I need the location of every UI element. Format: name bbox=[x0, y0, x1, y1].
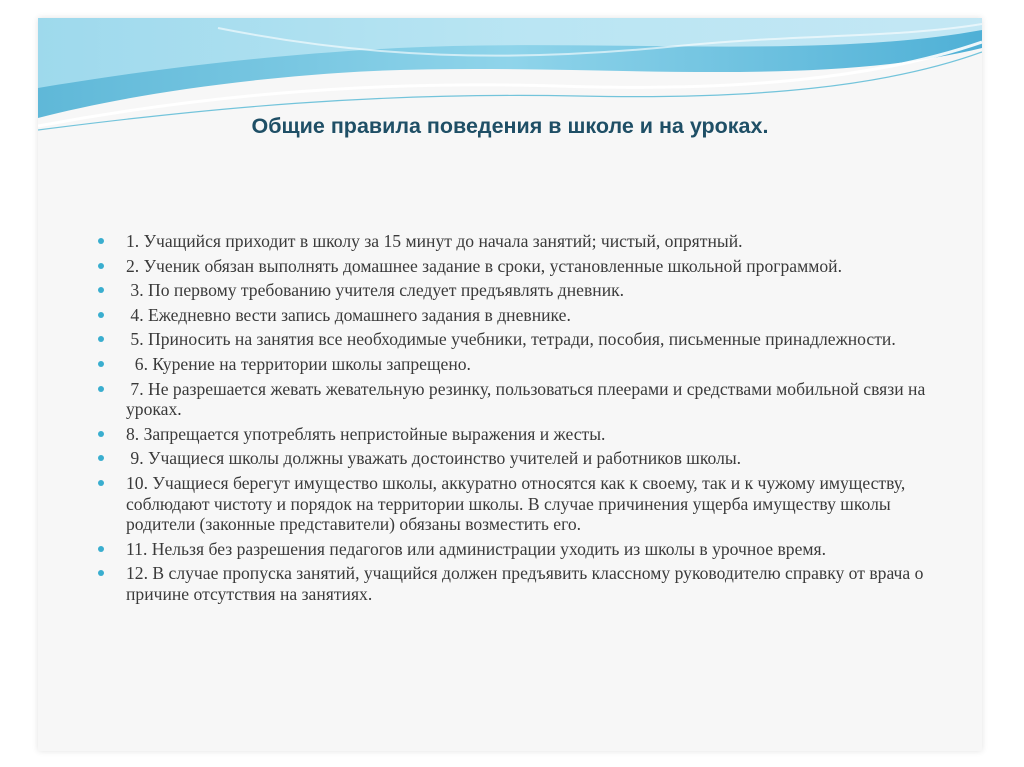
bullet-icon bbox=[98, 431, 104, 437]
rule-text: 10. Учащиеся берегут имущество школы, аккуратно относятся как к своему, так и к чужому имуществу, соблюдают чистоту и порядок на территории школы. В случае причинения ущерба имуществу школы родители (законные представители) обязаны возместить его. bbox=[126, 472, 910, 535]
list-item bbox=[96, 473, 946, 535]
list-item bbox=[96, 379, 946, 420]
slide-title: Общие правила поведения в школе и на уроках. bbox=[251, 114, 769, 138]
list-item bbox=[96, 354, 946, 375]
bullet-icon bbox=[98, 361, 104, 367]
rules-list bbox=[96, 231, 946, 609]
bullet-icon bbox=[98, 312, 104, 318]
list-item bbox=[96, 329, 946, 350]
list-item bbox=[96, 448, 946, 469]
rule-text: 9. Учащиеся школы должны уважать достоинство учителей и работников школы. bbox=[126, 448, 742, 469]
rule-text: 1. Учащийся приходит в школу за 15 минут до начала занятий; чистый, опрятный. bbox=[126, 231, 743, 251]
rule-text: 12. В случае пропуска занятий, учащийся должен предъявить классному руководителю справку от врача о причине отсутствия на занятиях. bbox=[126, 563, 928, 604]
bullet-icon bbox=[98, 287, 104, 293]
rule-text: 11. Нельзя без разрешения педагогов или администрации уходить из школы в урочное время. bbox=[126, 538, 827, 559]
list-item bbox=[96, 231, 946, 252]
rule-text: 2. Ученик обязан выполнять домашнее задание в сроки, установленные школьной программой. bbox=[126, 255, 842, 276]
list-item bbox=[96, 305, 946, 326]
rule-text: 8. Запрещается употреблять непристойные выражения и жесты. bbox=[126, 423, 606, 444]
bullet-icon bbox=[98, 336, 104, 342]
rule-text: 6. Курение на территории школы запрещено. bbox=[126, 353, 471, 374]
bullet-icon bbox=[98, 386, 104, 392]
rule-text: 7. Не разрешается жевать жевательную резинку, пользоваться плеерами и средствами мобильной связи на уроках. bbox=[126, 378, 930, 420]
rule-text: 5. Приносить на занятия все необходимые учебники, тетради, пособия, письменные принадлежности. bbox=[126, 329, 896, 350]
slide bbox=[38, 18, 982, 751]
list-item bbox=[96, 424, 946, 445]
rule-text: 4. Ежедневно вести запись домашнего задания в дневнике. bbox=[126, 304, 571, 325]
list-item bbox=[96, 256, 946, 277]
bullet-icon bbox=[98, 480, 104, 486]
bullet-icon bbox=[98, 263, 104, 269]
rule-text: 3. По первому требованию учителя следует предъявлять дневник. bbox=[126, 280, 625, 301]
list-item bbox=[96, 563, 946, 604]
bullet-icon bbox=[98, 238, 104, 244]
bullet-icon bbox=[98, 546, 104, 552]
bullet-icon bbox=[98, 570, 104, 576]
list-item bbox=[96, 539, 946, 560]
list-item bbox=[96, 280, 946, 301]
bullet-icon bbox=[98, 455, 104, 461]
